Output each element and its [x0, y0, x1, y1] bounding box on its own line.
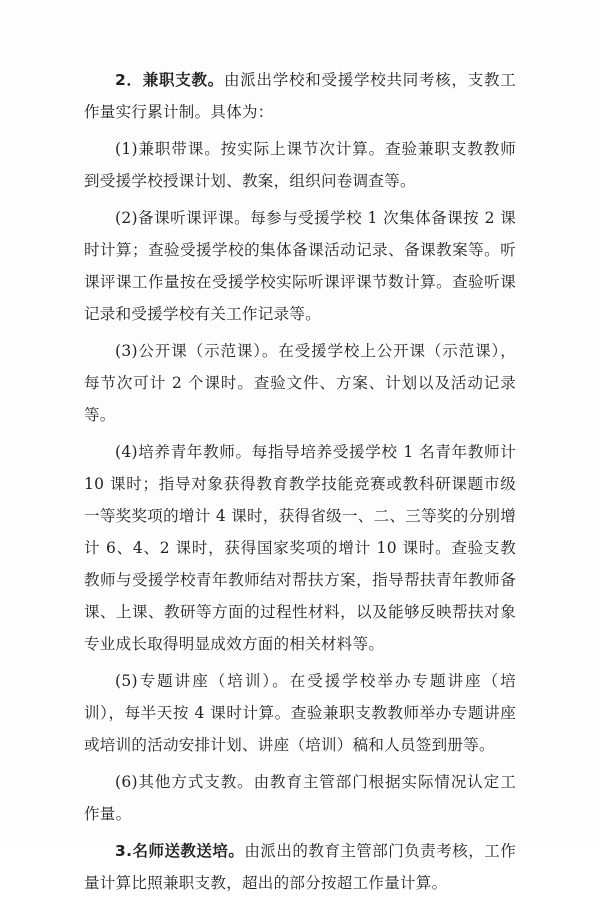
item-1-paragraph [84, 133, 516, 197]
item-6-paragraph [84, 766, 516, 830]
section-3-heading: 3.名师送教送培。 [115, 842, 245, 860]
section-2-text: 由派出学校和受援学校共同考核，支教工作量实行累计制。具体为： [84, 71, 516, 121]
section-2-paragraph [84, 64, 516, 128]
item-1-text: (1)兼职带课。按实际上课节次计算。查验兼职支教教师到受援学校授课计划、教案，组织问卷调查等。 [84, 140, 516, 190]
section-2-heading: 2．兼职支教。 [115, 71, 225, 89]
item-4-paragraph [84, 436, 516, 660]
item-4-text: (4)培养青年教师。每指导培养受援学校 1 名青年教师计10 课时；指导对象获得教育教学技能竞赛或教科研课题市级一等奖奖项的增计 4 课时，获得省级一、二、三等奖的分别增计 6、4、2 课时，获得国家奖项的增计 10 课时。查验支教教师与受援学校青年教师结对帮扶方案，指导帮扶青年教师备课、上课、教研等方面的过程性材料，以及能够反映帮扶对象专业成长取得明显成效方面的相关材料等。 [84, 443, 516, 653]
item-2-text: (2)备课听课评课。每参与受援学校 1 次集体备课按 2 课时计算；查验受援学校的集体备课活动记录、备课教案等。听课评课工作量按在受援学校实际听课评课节数计算。查验听课记录和受援学校有关工作记录等。 [84, 209, 516, 323]
section-3-paragraph [84, 835, 516, 899]
section-3-text: 由派出的教育主管部门负责考核，工作量计算比照兼职支教，超出的部分按超工作量计算。 [84, 842, 517, 892]
item-5-text: (5)专题讲座（培训）。在受援学校举办专题讲座（培训），每半天按 4 课时计算。查验兼职支教教师举办专题讲座或培训的活动安排计划、讲座（培训）稿和人员签到册等。 [84, 672, 516, 754]
item-5-paragraph [84, 665, 516, 761]
item-3-paragraph [84, 335, 516, 431]
document-body [84, 64, 516, 904]
item-6-text: (6)其他方式支教。由教育主管部门根据实际情况认定工作量。 [84, 773, 516, 823]
item-3-text: (3)公开课（示范课）。在受援学校上公开课（示范课），每节次可计 2 个课时。查验文件、方案、计划以及活动记录等。 [84, 342, 516, 424]
item-2-paragraph [84, 202, 516, 330]
